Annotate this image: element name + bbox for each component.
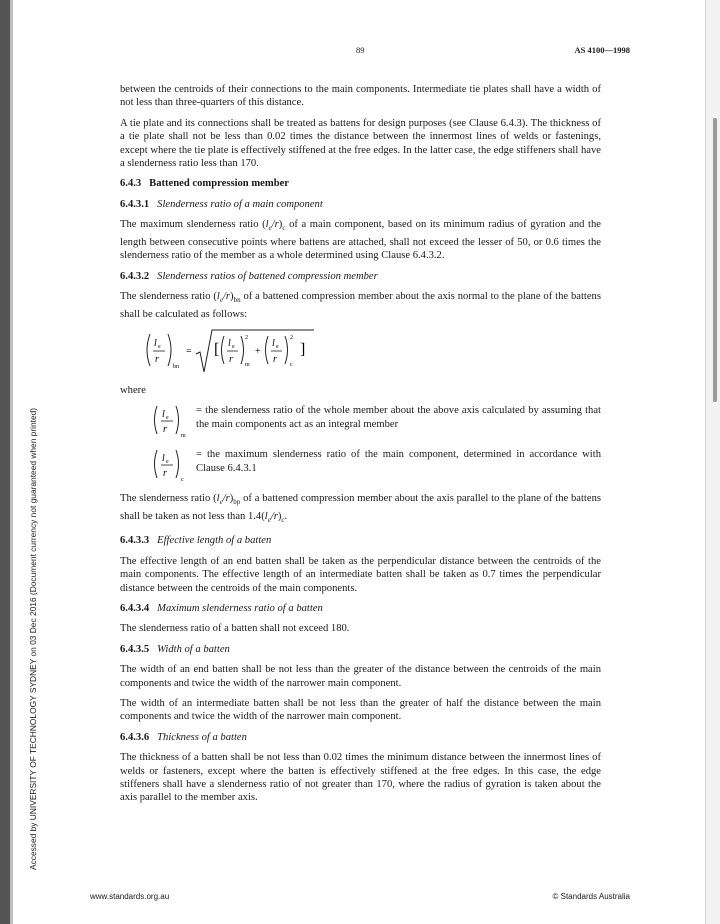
svg-text:l: l [162,453,165,465]
clause-title: Slenderness ratio of a main component [157,198,323,210]
svg-text:m: m [245,361,250,368]
left-frame-edge [10,0,13,924]
clause-heading [120,643,601,656]
svg-text:=: = [186,345,192,357]
formula-inline: $l_e/r$ [216,493,230,507]
footer-copyright: © Standards Australia [552,892,630,901]
clause-heading [120,602,601,615]
paragraph: The effective length of an end batten shall be taken as the perpendicular distance between the centroids of the main components. The effective length of an intermediate batten shall be taken as 0.7 times the perpendicular distance between the centroids of the main components. [120,555,601,594]
fraction-symbol [152,448,196,484]
paragraph: The width of an end batten shall be not less than the greater of the distance between the centroids of the main components and twice the width of the narrower main component. [120,664,601,689]
clause-title: Effective length of a batten [157,535,272,547]
paragraph: The slenderness ratio of a batten shall not exceed 180. [120,623,350,635]
paragraph: between the centroids of their connections to the main components. Intermediate tie plates shall have a width of not less than three-quarters of this distance. [120,84,601,109]
section-number: 6.4.3 [120,178,142,190]
where-definition: = the slenderness ratio of the whole member about the above axis calculated by assuming that the main components act as an integral member [196,405,601,430]
svg-text:2: 2 [290,334,293,341]
standard-id: AS 4100—1998 [574,45,630,55]
svg-text:r: r [163,424,167,436]
text-run: The slenderness ratio ( [120,290,217,302]
text-run: The maximum slenderness ratio ( [120,219,266,231]
clause-number: 6.4.3.5 [120,643,150,655]
svg-text:c: c [290,361,293,368]
svg-text:l: l [154,337,157,349]
svg-text:+: + [255,345,261,357]
svg-text:bn: bn [173,363,179,370]
svg-text:l: l [272,337,275,349]
svg-text:e: e [158,343,161,350]
svg-text:m: m [181,433,186,440]
svg-text:]: ] [300,340,306,358]
svg-text:l: l [228,337,231,349]
section-title: Battened compression member [149,178,289,190]
text-run: of a main component, based on its minimum radius of gyration and the length between consecutive points where battens are attached, shall not exceed the lesser of 50, or 0.6 times the slenderness ratio of the member as a whole determined using Clause 6.4.3.2. [120,219,601,262]
page-body [120,83,601,812]
clause-heading [120,534,601,547]
svg-text:e: e [276,343,279,350]
clause-title: Width of a batten [157,643,230,655]
clause-number: 6.4.3.3 [120,535,150,547]
svg-text:c: c [181,477,184,484]
text-run: The slenderness ratio ( [120,493,217,505]
formula-inline: $l_e/r$ [264,510,278,524]
scrollbar-thumb[interactable] [713,118,717,402]
page-number: 89 [356,45,365,55]
clause-heading [120,198,601,211]
where-label: where [120,384,146,396]
formula-inline: $l_e/r$ [265,219,279,233]
svg-text:r: r [163,468,167,480]
clause-heading [120,731,601,744]
paragraph: The width of an intermediate batten shall be not less than the greater of half the distance between the main components and twice the width of the narrower main component. [120,698,601,723]
footer-website-link[interactable]: www.standards.org.au [90,892,170,901]
clause-title: Thickness of a batten [157,731,247,743]
svg-text:e: e [232,343,235,350]
text-run: of a battened compression member about the axis normal to the plane of the battens shall be calculated as follows: [120,290,601,320]
clause-number: 6.4.3.4 [120,602,150,614]
svg-text:r: r [155,353,159,365]
section-heading [120,177,601,190]
svg-text:2: 2 [245,334,248,341]
paragraph: A tie plate and its connections shall be treated as battens for design purposes (see Clause 6.4.3). The thickness of a tie plate shall not be less than 0.02 times the distance between the innermost lines of welds or fastenings, except where the tie plate is effectively stiffened at the free edges. In the latter case, the edge stiffeners shall have a slenderness ratio less than 170. [120,117,601,170]
where-item [152,404,601,440]
svg-text:e: e [166,415,169,422]
left-frame-bar [0,0,10,924]
paragraph: The slenderness ratio $(l_e/r)_{bn}$ of a battened compression member about the axis normal to the plane of the battens shall be calculated as follows: [120,290,601,320]
clause-number: 6.4.3.2 [120,270,150,282]
paragraph: The slenderness ratio $(l_e/r)_{bp}$ of a battened compression member about the axis parallel to the plane of the battens shall be taken as not less than $1.4(l_e/r)_c$. [120,493,601,524]
clause-title: Slenderness ratios of battened compression member [157,270,378,282]
where-item [152,448,601,484]
scrollbar-track[interactable] [705,0,720,924]
svg-text:r: r [273,353,277,365]
formula-inline: $l_e/r$ [216,290,231,305]
where-definition: = the maximum slenderness ratio of the main component, determined in accordance with Clause 6.4.3.1 [196,449,601,474]
equation-graphic [142,328,332,376]
text-run: of a battened compression member about the axis parallel to the plane of the battens shall be taken as not less than 1.4( [120,493,601,522]
svg-text:e: e [166,459,169,466]
svg-text:l: l [162,409,165,421]
clause-title: Maximum slenderness ratio of a batten [157,602,323,614]
access-watermark: Accessed by UNIVERSITY OF TECHNOLOGY SYDNEY on 03 Dec 2016 (Document currency not guaranteed when printed) [28,407,38,870]
clause-heading [120,270,601,283]
paragraph: The maximum slenderness ratio $(l_e/r)_c$ of a main component, based on its minimum radius of gyration and the length between consecutive points where battens are attached, shall not exceed the lesser of 50, or 0.6 times the slenderness ratio of the member as a whole determined using Clause 6.4.3.2. [120,219,601,262]
paragraph: The thickness of a batten shall be not less than 0.02 times the minimum distance between the innermost lines of welds or fasteners, except where the batten is effectively stiffened at the free edges. In this case, the edge stiffeners shall have a slenderness ratio of not greater than 170, where the radius of gyration is taken about the axis parallel to the member axis. [120,752,601,804]
equation [142,328,601,376]
clause-number: 6.4.3.1 [120,198,150,210]
fraction-symbol [152,404,196,440]
svg-text:[: [ [214,340,220,358]
svg-text:r: r [229,353,233,365]
clause-number: 6.4.3.6 [120,731,150,743]
